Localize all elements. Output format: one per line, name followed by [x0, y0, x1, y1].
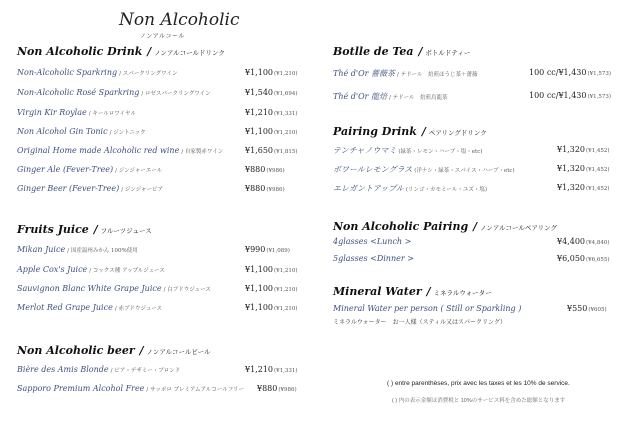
- item-tax-price: (¥1,573): [587, 71, 612, 77]
- menu-item: [333, 145, 623, 156]
- item-tax-price: (¥605): [588, 307, 607, 313]
- footer-note-fr: ( ) entre parenthèses, prix avec les taxes et les 10% de service.: [387, 380, 570, 387]
- menu-item: [333, 237, 623, 248]
- item-price: ¥880: [257, 384, 278, 393]
- item-jp: 国産温州みかん 100%使用: [70, 248, 138, 254]
- item-jp: スパークリングワイン: [122, 71, 178, 77]
- item-jp: キールロワイヤル: [92, 111, 136, 117]
- menu-item: Apple Cox's Juice / コックス種 アップルジュース ¥1,100(¥1,210): [17, 265, 298, 274]
- item-price: 100 cc/¥1,430: [529, 91, 587, 100]
- item-jp: (緑茶・レモン・ハーブ・塩・etc): [398, 149, 483, 155]
- menu-item: Bière des Amis Blonde / ビア・デザミー・ブロンド ¥1,210(¥1,331): [17, 365, 298, 374]
- item-price: ¥1,210: [245, 108, 273, 117]
- menu-item: Sapporo Premium Alcohol Free / サッポロ プレミアムアルコールフリー ¥880(¥986): [17, 384, 297, 393]
- item-price: ¥1,100: [245, 284, 273, 293]
- item-tax-price: (¥1,452): [586, 148, 610, 154]
- item-jp: サッポロ プレミアムアルコールフリー: [150, 387, 245, 393]
- section-title: Pairing Drink / ペアリングドリンク: [333, 125, 487, 138]
- menu-item: [333, 183, 623, 194]
- menu-item: Non-Alcoholic Rosé Sparkring / ロゼスパークリングワイン ¥1,540(¥1,694): [17, 88, 298, 97]
- menu-item: Sauvignon Blanc White Grape Juice / 白ブドウジュース ¥1,100(¥1,210): [17, 284, 298, 293]
- menu-item: Ginger Ale (Fever-Tree) / ジンジャーエール ¥880(¥986): [17, 165, 285, 174]
- menu-item: Non-Alcoholic Sparkring / スパークリングワイン ¥1,100(¥1,210): [17, 68, 298, 77]
- item-name: Sauvignon Blanc White Grape Juice: [17, 284, 162, 293]
- menu-item: Virgin Kir Roylae / キールロワイヤル ¥1,210(¥1,331): [17, 108, 298, 117]
- item-name: Thé d'Or 龍焙: [333, 92, 388, 101]
- item-tax-price: (¥1,815): [274, 149, 298, 155]
- item-name: 5glasses <Dinner >: [333, 254, 414, 263]
- menu-item: Original Home made Alcoholic red wine / 自家製赤ワイン ¥1,650(¥1,815): [17, 146, 298, 155]
- item-tax-price: (¥4,840): [586, 240, 610, 246]
- item-name: Non Alcohol Gin Tonic: [17, 127, 108, 136]
- item-price: ¥880: [245, 165, 266, 174]
- menu-item: Ginger Beer (Fever-Tree) / ジンジャービア ¥880(¥986): [17, 184, 285, 193]
- item-name: Ginger Beer (Fever-Tree): [17, 184, 120, 193]
- item-jp: 自家製赤ワイン: [184, 149, 224, 155]
- item-tax-price: (¥986): [266, 168, 285, 174]
- item-tax-price: (¥1,210): [274, 306, 298, 312]
- section-title: Non Alcoholic beer / ノンアルコールビール: [17, 344, 211, 357]
- item-price: ¥880: [245, 184, 266, 193]
- item-name: Mikan Juice: [17, 245, 66, 254]
- item-tax-price: (¥1,331): [274, 111, 298, 117]
- item-jp: 赤ブドウジュース: [118, 306, 163, 312]
- item-price: ¥1,650: [245, 146, 273, 155]
- item-jp: ジンジャーエール: [118, 168, 163, 174]
- page-title: Non Alcoholic: [119, 10, 240, 30]
- section-title: Fruits Juice / フルーツジュース: [17, 223, 152, 236]
- item-price: ¥1,100: [245, 127, 273, 136]
- item-jp: ビア・デザミー・ブロンド: [114, 368, 181, 374]
- menu-item: Thé d'Or 龍焙 / テドール 焙煎烏龍茶 100 cc/¥1,430(¥1,573): [333, 91, 612, 101]
- page-subtitle: ノンアルコール: [140, 33, 185, 40]
- section-title: Botlle de Tea / ボトルドティー: [333, 45, 471, 58]
- item-price: ¥1,320: [557, 164, 585, 173]
- item-name: テンチャノウマミ: [333, 146, 397, 155]
- item-tax-price: (¥1,452): [586, 167, 610, 173]
- item-price: ¥1,540: [245, 88, 273, 97]
- menu-item: Thé d'Or 薔薇茶 / テドール 焙煎ほうじ茶＋薔薇 100 cc/¥1,430(¥1,573): [333, 68, 612, 78]
- item-price: ¥1,100: [245, 68, 273, 77]
- item-tax-price: (¥6,655): [586, 257, 610, 263]
- item-jp: ロゼスパークリングワイン: [144, 91, 211, 97]
- item-name: エレガントアップル: [333, 184, 404, 193]
- item-name: Non-Alcoholic Sparkring: [17, 68, 118, 77]
- menu-item: Non Alcohol Gin Tonic / ジントニック ¥1,100(¥1,210): [17, 127, 298, 136]
- item-name: Ginger Ale (Fever-Tree): [17, 165, 114, 174]
- item-name: ボワールレモングラス: [333, 165, 413, 174]
- item-name: Merlot Red Grape Juice: [17, 303, 113, 312]
- item-tax-price: (¥1,210): [274, 268, 298, 274]
- item-price: ¥1,320: [557, 183, 585, 192]
- item-price: ¥550: [567, 304, 588, 313]
- item-name: Non-Alcoholic Rosé Sparkring: [17, 88, 140, 97]
- menu-item: [333, 254, 623, 265]
- item-tax-price: (¥1,089): [266, 248, 290, 254]
- menu-item: [333, 164, 623, 175]
- item-jp: (リンゴ・カモミール・ユズ・塩): [405, 187, 488, 193]
- item-name: Thé d'Or 薔薇茶: [333, 69, 396, 78]
- item-jp: 白ブドウジュース: [167, 287, 211, 293]
- item-tax-price: (¥986): [266, 187, 285, 193]
- item-tax-price: (¥1,573): [587, 94, 612, 100]
- item-jp: ジンジャービア: [124, 187, 163, 193]
- item-price: ¥990: [245, 245, 266, 254]
- footer-note-jp: ( ) 内の表示金額は消費税と 10%のサービス料を含めた総額となります: [392, 398, 566, 404]
- item-price: ¥6,050: [557, 254, 585, 263]
- menu-item: Merlot Red Grape Juice / 赤ブドウジュース ¥1,100(¥1,210): [17, 303, 298, 312]
- item-price: ¥1,210: [245, 365, 273, 374]
- item-name: Mineral Water per person ( Still or Sparkling ): [333, 304, 522, 313]
- item-jp: ジントニック: [113, 130, 146, 136]
- item-price: 100 cc/¥1,430: [529, 68, 587, 77]
- item-name: Virgin Kir Roylae: [17, 108, 87, 117]
- item-tax-price: (¥1,452): [586, 186, 610, 192]
- section-title: Mineral Water / ミネラルウォーター: [333, 285, 492, 298]
- item-tax-price: (¥1,331): [274, 368, 298, 374]
- item-name: Apple Cox's Juice: [17, 265, 88, 274]
- item-jp: コックス種 アップルジュース: [92, 268, 165, 274]
- item-jp: テドール 焙煎烏龍茶: [392, 95, 448, 101]
- item-jp: (洋ナシ・緑茶・スパイス・ハーブ・etc): [414, 168, 515, 174]
- item-name: Sapporo Premium Alcohol Free: [17, 384, 145, 393]
- item-name: Original Home made Alcoholic red wine: [17, 146, 180, 155]
- item-price: ¥1,100: [245, 265, 273, 274]
- menu-item: [333, 304, 623, 315]
- section-title: Non Alcoholic Drink / ノンアルコールドリンク: [17, 45, 225, 58]
- item-jp: テドール 焙煎ほうじ茶＋薔薇: [400, 72, 478, 78]
- item-tax-price: (¥1,210): [274, 287, 298, 293]
- item-tax-price: (¥1,210): [274, 71, 298, 77]
- item-price: ¥1,100: [245, 303, 273, 312]
- item-note: ミネラルウォーター お一人様（スティル又はスパークリング）: [333, 319, 507, 326]
- section-title: Non Alcoholic Pairing / ノンアルコールペアリング: [333, 220, 557, 233]
- item-tax-price: (¥1,210): [274, 130, 298, 136]
- menu-item: Mikan Juice / 国産温州みかん 100%使用 ¥990(¥1,089): [17, 245, 290, 254]
- item-tax-price: (¥986): [278, 387, 297, 393]
- item-price: ¥1,320: [557, 145, 585, 154]
- item-price: ¥4,400: [557, 237, 585, 246]
- item-tax-price: (¥1,694): [274, 91, 298, 97]
- item-name: 4glasses <Lunch >: [333, 237, 412, 246]
- item-name: Bière des Amis Blonde: [17, 365, 109, 374]
